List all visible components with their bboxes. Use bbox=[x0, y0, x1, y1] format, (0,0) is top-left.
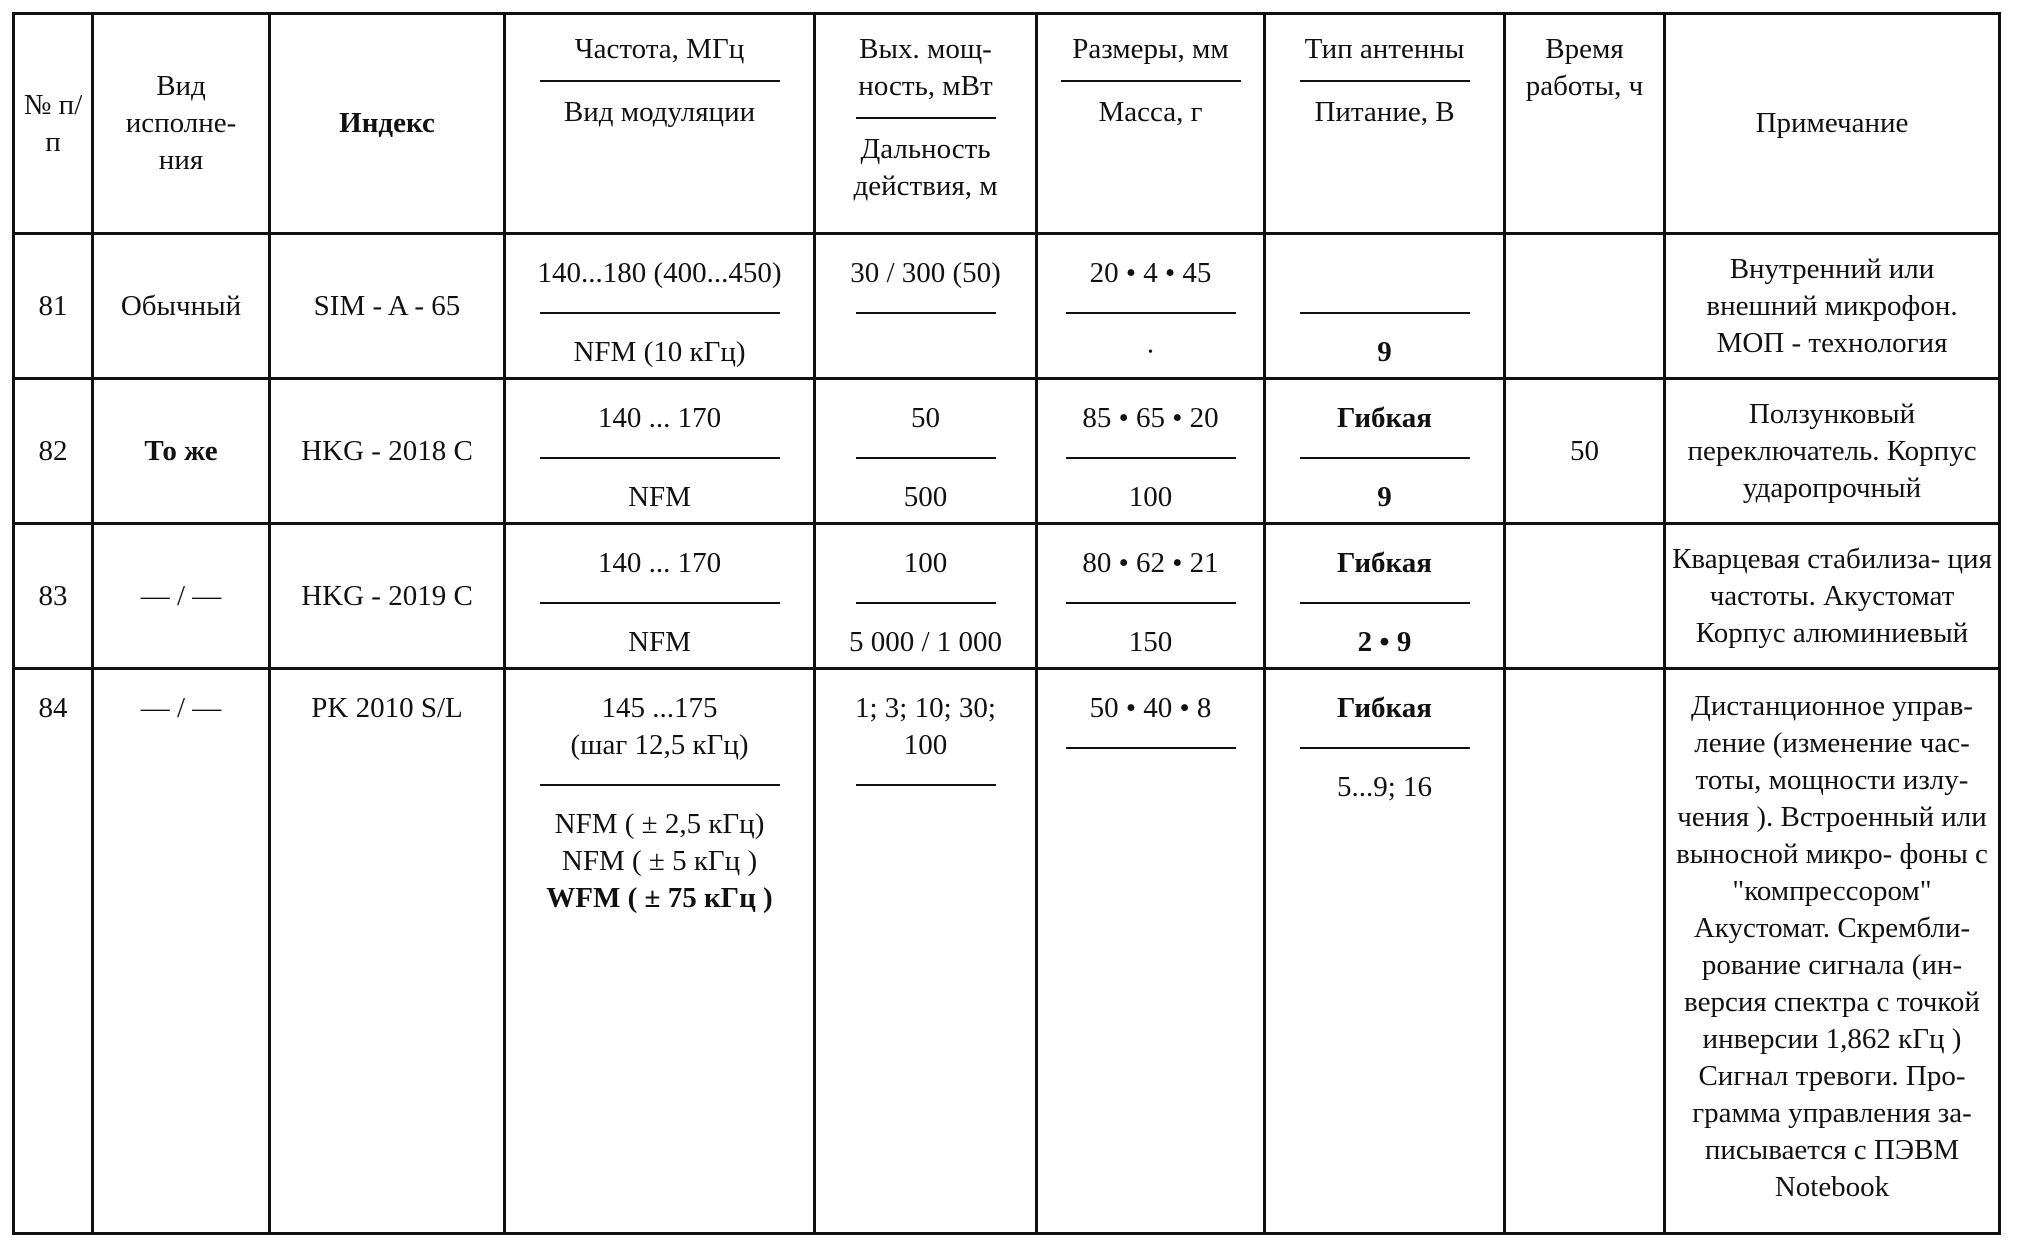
header-antenna bbox=[1265, 14, 1505, 234]
cell-num bbox=[14, 234, 93, 379]
row-freq-top: 140...180 (400...450) bbox=[537, 257, 782, 289]
cell-view bbox=[93, 524, 270, 669]
row-size-bottom: • bbox=[1148, 345, 1153, 360]
divider bbox=[1066, 602, 1236, 604]
row-power-top: 30 / 300 (50) bbox=[850, 257, 1001, 289]
cell-index bbox=[270, 234, 505, 379]
cell-index bbox=[270, 524, 505, 669]
row-index: PK 2010 S/L bbox=[311, 692, 463, 724]
table-row bbox=[14, 524, 2000, 669]
divider bbox=[1300, 602, 1470, 604]
row-freq-bottom: NFM bbox=[628, 481, 691, 513]
header-note-text: Примечание bbox=[1755, 107, 1909, 139]
header-antenna-top: Тип антенны bbox=[1304, 33, 1465, 65]
divider bbox=[1300, 80, 1470, 82]
header-view-text: Вид исполне- ния bbox=[125, 70, 237, 176]
spec-table-container bbox=[12, 12, 2001, 1235]
row-antenna-top: Гибкая bbox=[1336, 402, 1432, 434]
row-freq-top: 140 ... 170 bbox=[597, 402, 722, 434]
cell-view bbox=[93, 669, 270, 1234]
row-num: 82 bbox=[38, 434, 68, 467]
header-freq-top: Частота, МГц bbox=[574, 33, 745, 65]
row-freq-top-2: (шаг 12,5 кГц) bbox=[570, 729, 749, 761]
row-view: То же bbox=[144, 434, 218, 467]
row-freq-top: 140 ... 170 bbox=[597, 547, 722, 579]
header-power-bottom: Дальность действия, м bbox=[853, 133, 998, 202]
cell-time bbox=[1505, 379, 1665, 524]
cell-power bbox=[815, 379, 1037, 524]
header-power bbox=[815, 14, 1037, 234]
row-antenna-top bbox=[1266, 255, 1503, 292]
row-freq-top-1: 145 ...175 bbox=[601, 692, 718, 724]
header-num-text: № п/п bbox=[23, 88, 83, 158]
cell-freq bbox=[505, 234, 815, 379]
row-power-bottom: 500 bbox=[903, 481, 948, 513]
header-power-top: Вых. мощ- ность, мВт bbox=[858, 33, 993, 102]
cell-freq bbox=[505, 379, 815, 524]
row-antenna-top: Гибкая bbox=[1336, 547, 1432, 579]
divider bbox=[1066, 747, 1236, 749]
cell-size bbox=[1037, 524, 1265, 669]
cell-view bbox=[93, 379, 270, 524]
row-num: 83 bbox=[38, 579, 68, 612]
row-index: HKG - 2019 C bbox=[301, 579, 473, 612]
header-freq-bottom: Вид модуляции bbox=[563, 96, 756, 128]
divider bbox=[1066, 457, 1236, 459]
row-freq-bottom: NFM (10 кГц) bbox=[573, 336, 746, 368]
row-time: 50 bbox=[1570, 434, 1599, 467]
row-antenna-bottom: 5...9; 16 bbox=[1336, 771, 1433, 803]
divider bbox=[856, 117, 996, 119]
header-freq bbox=[505, 14, 815, 234]
cell-power bbox=[815, 669, 1037, 1234]
row-power-bottom: 5 000 / 1 000 bbox=[848, 626, 1003, 658]
cell-size bbox=[1037, 379, 1265, 524]
cell-power bbox=[815, 524, 1037, 669]
row-size-top: 20 • 4 • 45 bbox=[1089, 257, 1212, 289]
cell-note bbox=[1665, 234, 2000, 379]
header-row bbox=[14, 14, 2000, 234]
header-size bbox=[1037, 14, 1265, 234]
cell-size bbox=[1037, 234, 1265, 379]
header-time bbox=[1505, 14, 1665, 234]
row-size-top: 80 • 62 • 21 bbox=[1082, 547, 1219, 579]
row-power-top-1: 1; 3; 10; 30; bbox=[855, 692, 996, 724]
header-index bbox=[270, 14, 505, 234]
cell-num bbox=[14, 379, 93, 524]
row-power-top: 50 bbox=[911, 402, 940, 434]
divider bbox=[540, 80, 780, 82]
row-freq-bottom-1: NFM ( ± 2,5 кГц) bbox=[554, 808, 765, 840]
cell-antenna bbox=[1265, 234, 1505, 379]
cell-view bbox=[93, 234, 270, 379]
row-antenna-bottom: 2 • 9 bbox=[1357, 626, 1412, 658]
cell-time bbox=[1505, 669, 1665, 1234]
cell-antenna bbox=[1265, 524, 1505, 669]
cell-freq bbox=[505, 669, 815, 1234]
spec-table bbox=[12, 12, 2001, 1235]
row-antenna-bottom: 9 bbox=[1377, 481, 1392, 513]
cell-num bbox=[14, 669, 93, 1234]
cell-power bbox=[815, 234, 1037, 379]
header-num bbox=[14, 14, 93, 234]
row-antenna-top: Гибкая bbox=[1336, 692, 1432, 724]
row-freq-bottom: NFM bbox=[628, 626, 691, 658]
header-size-top: Размеры, мм bbox=[1072, 33, 1229, 65]
row-freq-bottom-2: NFM ( ± 5 кГц ) bbox=[561, 845, 758, 877]
cell-note bbox=[1665, 379, 2000, 524]
row-power-top-2: 100 bbox=[903, 729, 948, 761]
row-index: HKG - 2018 C bbox=[301, 434, 473, 467]
divider bbox=[1300, 457, 1470, 459]
cell-index bbox=[270, 379, 505, 524]
divider bbox=[1300, 747, 1470, 749]
header-note bbox=[1665, 14, 2000, 234]
cell-freq bbox=[505, 524, 815, 669]
header-antenna-bottom: Питание, В bbox=[1314, 96, 1455, 128]
divider bbox=[540, 784, 780, 786]
cell-index bbox=[270, 669, 505, 1234]
cell-note bbox=[1665, 669, 2000, 1234]
row-index: SIM - A - 65 bbox=[313, 289, 461, 322]
header-index-text: Индекс bbox=[339, 107, 435, 139]
row-note: Кварцевая стабилиза- ция частоты. Акустомат Корпус алюминиевый bbox=[1672, 542, 1992, 649]
divider bbox=[856, 602, 996, 604]
divider bbox=[540, 312, 780, 314]
cell-note bbox=[1665, 524, 2000, 669]
row-antenna-bottom: 9 bbox=[1377, 336, 1392, 368]
divider bbox=[540, 457, 780, 459]
table-row bbox=[14, 379, 2000, 524]
divider bbox=[856, 457, 996, 459]
row-size-bottom: 100 bbox=[1128, 481, 1173, 513]
cell-size bbox=[1037, 669, 1265, 1234]
header-view bbox=[93, 14, 270, 234]
row-note: Ползунковый переключатель. Корпус ударопрочный bbox=[1687, 397, 1977, 504]
divider bbox=[1300, 312, 1470, 314]
row-num: 81 bbox=[38, 289, 68, 322]
divider bbox=[856, 784, 996, 786]
row-freq-bottom-3: WFM ( ± 75 кГц ) bbox=[546, 882, 773, 914]
header-time-text: Время работы, ч bbox=[1525, 33, 1644, 102]
cell-antenna bbox=[1265, 379, 1505, 524]
row-size-top: 50 • 40 • 8 bbox=[1089, 692, 1212, 724]
row-power-top: 100 bbox=[903, 547, 948, 579]
row-num: 84 bbox=[38, 692, 68, 724]
row-note: Дистанционное управ- ление (изменение час- тоты, мощности излу- чения ). Встроенный или выносной микро- фоны с "компрессором" Акустомат. Скрембли- рование сигнала (ин- версия спектра с точкой инверсии 1,862 кГц ) Сигнал тревоги. Про- грамма управления за- писывается с ПЭВМ Notebook bbox=[1676, 690, 1988, 1203]
divider bbox=[1066, 312, 1236, 314]
row-view: — / — bbox=[140, 579, 222, 612]
divider bbox=[540, 602, 780, 604]
table-row bbox=[14, 234, 2000, 379]
cell-time bbox=[1505, 234, 1665, 379]
divider bbox=[856, 312, 996, 314]
cell-num bbox=[14, 524, 93, 669]
row-view: — / — bbox=[140, 692, 222, 724]
row-size-top: 85 • 65 • 20 bbox=[1082, 402, 1219, 434]
header-size-bottom: Масса, г bbox=[1098, 96, 1203, 128]
cell-antenna bbox=[1265, 669, 1505, 1234]
row-size-bottom: 150 bbox=[1128, 626, 1173, 658]
table-row bbox=[14, 669, 2000, 1234]
row-view: Обычный bbox=[120, 289, 242, 322]
divider bbox=[1061, 80, 1241, 82]
cell-time bbox=[1505, 524, 1665, 669]
row-note: Внутренний или внешний микрофон. МОП - технология bbox=[1706, 252, 1958, 359]
